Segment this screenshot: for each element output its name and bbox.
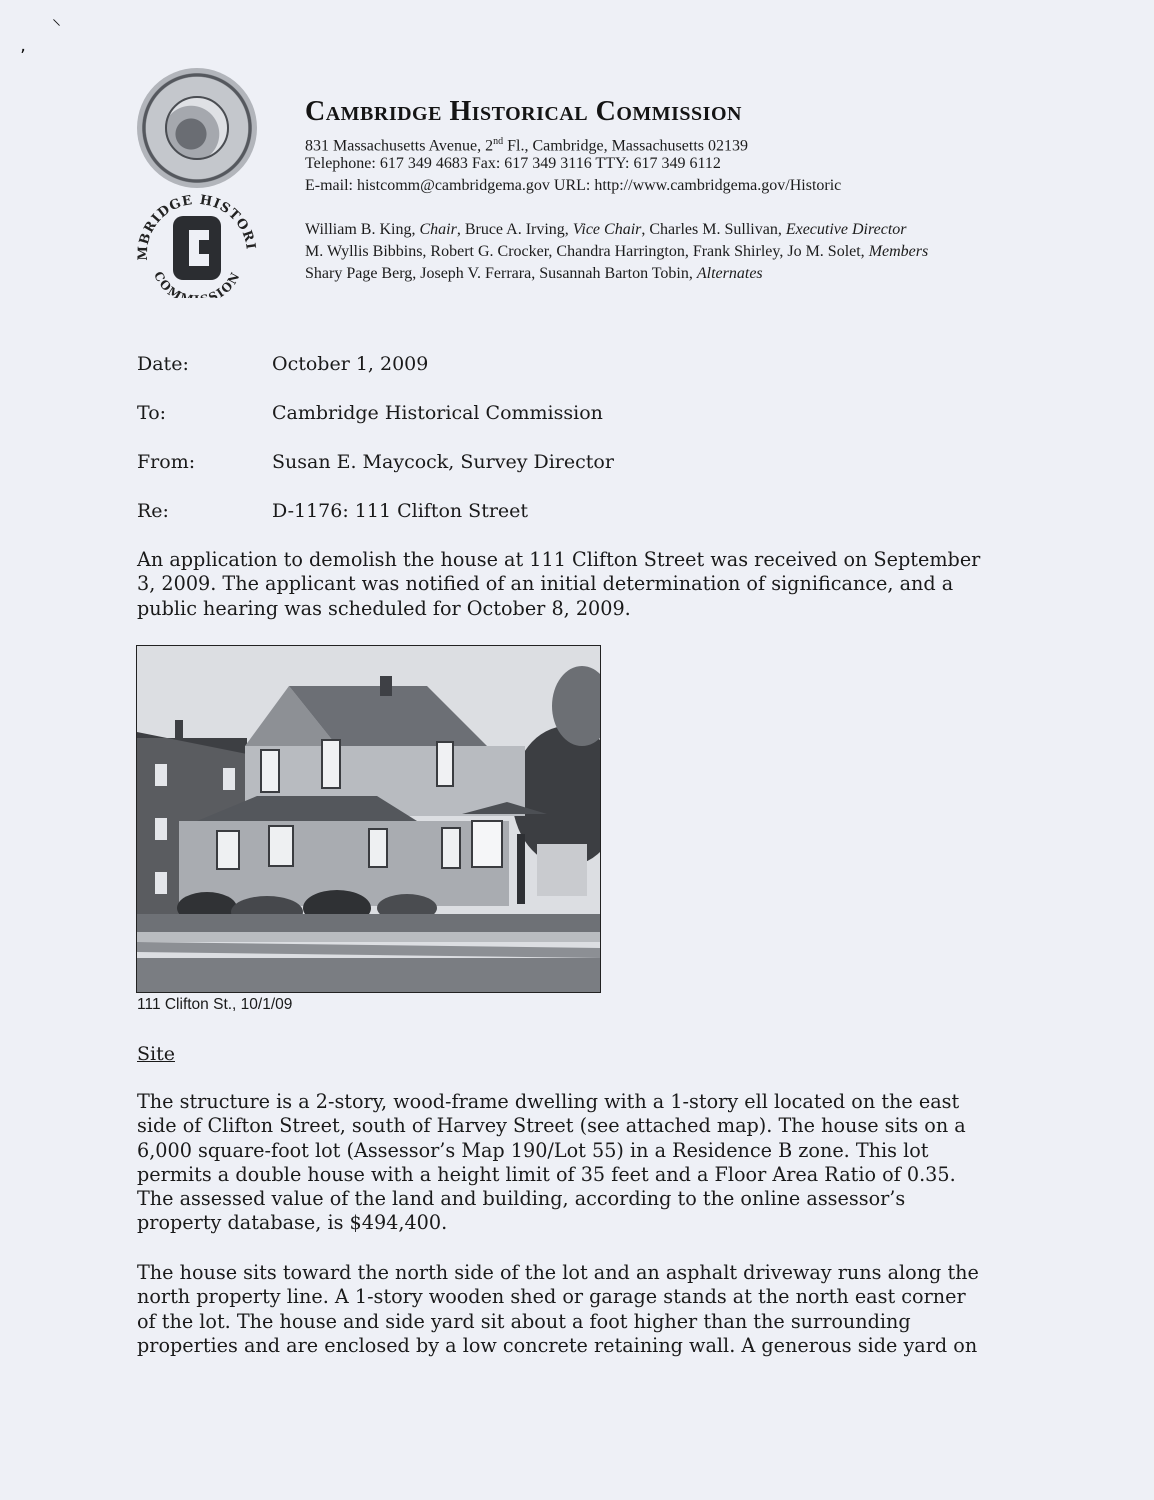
alternates-line: Shary Page Berg, Joseph V. Ferrara, Susannah Barton Tobin, Alternates [305, 265, 763, 282]
commission-logo [133, 192, 261, 298]
photo-caption: 111 Clifton St., 10/1/09 [137, 996, 293, 1013]
svg-text:CAMBRIDGE HISTORICAL: MBRIDGE HISTORI [135, 192, 258, 261]
email-url-line: E-mail: histcomm@cambridgema.gov URL: http://www.cambridgema.gov/Historic [305, 177, 842, 194]
date-label: Date: [137, 353, 189, 375]
city-seal-logo [137, 68, 257, 188]
house-photo [136, 645, 601, 993]
address-line: 831 Massachusetts Avenue, 2nd Fl., Cambridge, Massachusetts 02139 [305, 136, 748, 155]
from-value: Susan E. Maycock, Survey Director [272, 451, 614, 473]
organization-title: Cambridge Historical Commission [305, 96, 742, 127]
phone-line: Telephone: 617 349 4683 Fax: 617 349 3116 TTY: 617 349 6112 [305, 155, 721, 172]
officers-line: William B. King, Chair, Bruce A. Irving, Vice Chair, Charles M. Sullivan, Executive Director [305, 221, 907, 238]
site-heading: Site [137, 1043, 175, 1065]
scan-mark: ⸌ [52, 16, 61, 37]
scan-mark: ʼ [20, 46, 26, 67]
from-label: From: [137, 451, 196, 473]
site-paragraph-2: The house sits toward the north side of the lot and an asphalt driveway runs along the north property line. A 1-story wooden shed or garage stands at the north east corner of the lot. The house and side yard sit about a foot higher than the surrounding properties and are enclosed by a low concrete retaining wall. A generous side yard on [137, 1261, 979, 1357]
to-value: Cambridge Historical Commission [272, 402, 603, 424]
re-label: Re: [137, 500, 169, 522]
date-value: October 1, 2009 [272, 353, 429, 375]
site-paragraph-1: The structure is a 2-story, wood-frame dwelling with a 1-story ell located on the east side of Clifton Street, south of Harvey Street (see attached map). The house sits on a 6,000 square-foot lot (Assessor’s Map 190/Lot 55) in a Residence B zone. This lot permits a double house with a height limit of 35 feet and a Floor Area Ratio of 0.35. The assessed value of the land and building, according to the online assessor’s property database, is $494,400. [137, 1090, 966, 1235]
members-line: M. Wyllis Bibbins, Robert G. Crocker, Chandra Harrington, Frank Shirley, Jo M. Solet, Members [305, 243, 929, 260]
re-value: D-1176: 111 Clifton Street [272, 500, 529, 522]
intro-paragraph: An application to demolish the house at 111 Clifton Street was received on September 3, 2009. The applicant was notified of an initial determination of significance, and a public hearing was scheduled for October 8, 2009. [137, 548, 981, 620]
svg-text:COMMISSION: COM SION [150, 269, 244, 298]
to-label: To: [137, 402, 167, 424]
